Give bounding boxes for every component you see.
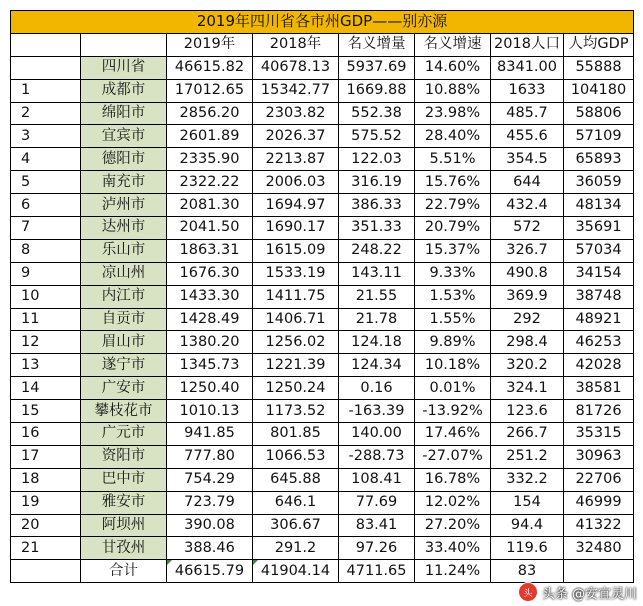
growth-cell: 16.78% [415, 468, 491, 491]
growth-cell: 1.55% [415, 308, 491, 331]
population-cell: 572 [491, 217, 564, 240]
per-capita-cell: 48921 [564, 308, 634, 331]
gdp2019-cell: 1380.20 [167, 331, 253, 354]
population-cell: 292 [491, 308, 564, 331]
city-name-cell: 广元市 [81, 423, 167, 446]
rank-cell: 19 [11, 491, 81, 514]
gdp2019-cell: 17012.65 [167, 79, 253, 102]
gdp2018-cell: 40678.13 [253, 56, 339, 79]
city-name-cell: 阿坝州 [81, 514, 167, 537]
gdp2018-cell: 1221.39 [253, 354, 339, 377]
per-capita-cell: 81726 [564, 400, 634, 423]
header-cell-per-capita: 人均GDP [564, 33, 634, 56]
rank-cell [11, 56, 81, 79]
header-cell-population: 2018人口 [491, 33, 564, 56]
gdp2018-cell: 1411.75 [253, 285, 339, 308]
gdp2018-cell: 1256.02 [253, 331, 339, 354]
increase-cell: 122.03 [339, 148, 415, 171]
per-capita-cell: 38748 [564, 285, 634, 308]
total-label-cell: 合计 [81, 560, 167, 583]
province-name-cell: 四川省 [81, 56, 167, 79]
population-cell: 332.2 [491, 468, 564, 491]
rank-cell: 8 [11, 239, 81, 262]
watermark-text: 头条 @安宜灵川 [541, 586, 637, 602]
increase-cell: 316.19 [339, 171, 415, 194]
growth-cell: 12.02% [415, 491, 491, 514]
gdp2019-cell: 2041.50 [167, 217, 253, 240]
gdp2018-cell: 1694.97 [253, 194, 339, 217]
city-row [11, 125, 634, 148]
gdp2019-cell: 2601.89 [167, 125, 253, 148]
city-row [11, 285, 634, 308]
gdp2018-cell: 2213.87 [253, 148, 339, 171]
increase-cell: 386.33 [339, 194, 415, 217]
per-capita-cell: 57034 [564, 239, 634, 262]
increase-cell: 21.78 [339, 308, 415, 331]
city-row [11, 217, 634, 240]
city-name-cell: 绵阳市 [81, 102, 167, 125]
city-row [11, 171, 634, 194]
header-cell-increase: 名义增量 [339, 33, 415, 56]
gdp2018-cell: 2303.82 [253, 102, 339, 125]
gdp2019-cell: 1345.73 [167, 354, 253, 377]
growth-cell: 14.60% [415, 56, 491, 79]
city-name-cell: 甘孜州 [81, 537, 167, 560]
growth-cell: 10.88% [415, 79, 491, 102]
rank-cell: 10 [11, 285, 81, 308]
rank-cell: 4 [11, 148, 81, 171]
population-cell: 123.6 [491, 400, 564, 423]
growth-cell: 28.40% [415, 125, 491, 148]
rank-cell: 18 [11, 468, 81, 491]
growth-cell: 9.89% [415, 331, 491, 354]
population-cell: 354.5 [491, 148, 564, 171]
header-row [11, 33, 634, 56]
gdp2018-cell: 291.2 [253, 537, 339, 560]
increase-cell: 140.00 [339, 423, 415, 446]
city-row [11, 537, 634, 560]
header-cell-rank [11, 33, 81, 56]
rank-cell: 12 [11, 331, 81, 354]
city-name-cell: 内江市 [81, 285, 167, 308]
city-row [11, 423, 634, 446]
per-capita-cell: 38581 [564, 377, 634, 400]
increase-cell: 351.33 [339, 217, 415, 240]
city-row [11, 102, 634, 125]
total-gdp2019-cell: 46615.79 [167, 560, 253, 583]
growth-cell: -13.92% [415, 400, 491, 423]
growth-cell: 0.01% [415, 377, 491, 400]
header-cell-2019: 2019年 [167, 33, 253, 56]
city-name-cell: 乐山市 [81, 239, 167, 262]
city-name-cell: 眉山市 [81, 331, 167, 354]
growth-cell: 23.98% [415, 102, 491, 125]
province-row [11, 56, 634, 79]
city-row [11, 194, 634, 217]
population-cell: 94.4 [491, 514, 564, 537]
growth-cell: 15.37% [415, 239, 491, 262]
per-capita-cell: 35315 [564, 423, 634, 446]
city-row [11, 148, 634, 171]
title-row [11, 11, 634, 34]
per-capita-cell: 46999 [564, 491, 634, 514]
header-cell-growth: 名义增速 [415, 33, 491, 56]
total-row [11, 560, 634, 583]
growth-cell: 5.51% [415, 148, 491, 171]
gdp2019-cell: 1428.49 [167, 308, 253, 331]
city-name-cell: 雅安市 [81, 491, 167, 514]
per-capita-cell: 34154 [564, 262, 634, 285]
population-cell: 326.7 [491, 239, 564, 262]
increase-cell: 77.69 [339, 491, 415, 514]
per-capita-cell: 35691 [564, 217, 634, 240]
gdp2019-cell: 2322.22 [167, 171, 253, 194]
population-cell: 1633 [491, 79, 564, 102]
city-name-cell: 资阳市 [81, 445, 167, 468]
total-per-capita-cell [564, 560, 634, 583]
gdp2018-cell: 1615.09 [253, 239, 339, 262]
per-capita-cell: 48134 [564, 194, 634, 217]
per-capita-cell: 58806 [564, 102, 634, 125]
gdp2019-cell: 1250.40 [167, 377, 253, 400]
population-cell: 490.8 [491, 262, 564, 285]
city-name-cell: 自贡市 [81, 308, 167, 331]
rank-cell: 11 [11, 308, 81, 331]
per-capita-cell: 32480 [564, 537, 634, 560]
table-body [11, 11, 634, 583]
growth-cell: 22.79% [415, 194, 491, 217]
gdp2018-cell: 2026.37 [253, 125, 339, 148]
rank-cell: 20 [11, 514, 81, 537]
increase-cell: 83.41 [339, 514, 415, 537]
city-row [11, 445, 634, 468]
city-name-cell: 遂宁市 [81, 354, 167, 377]
city-name-cell: 德阳市 [81, 148, 167, 171]
growth-cell: 17.46% [415, 423, 491, 446]
rank-cell [11, 560, 81, 583]
rank-cell: 16 [11, 423, 81, 446]
gdp2018-cell: 2006.03 [253, 171, 339, 194]
per-capita-cell: 36059 [564, 171, 634, 194]
population-cell: 251.2 [491, 445, 564, 468]
city-row [11, 331, 634, 354]
city-name-cell: 巴中市 [81, 468, 167, 491]
rank-cell: 1 [11, 79, 81, 102]
increase-cell: 124.18 [339, 331, 415, 354]
city-name-cell: 广安市 [81, 377, 167, 400]
city-row [11, 514, 634, 537]
toutiao-logo-icon: 头 [518, 582, 538, 602]
population-cell: 298.4 [491, 331, 564, 354]
growth-cell: 1.53% [415, 285, 491, 308]
spreadsheet [10, 10, 633, 583]
increase-cell: 108.41 [339, 468, 415, 491]
rank-cell: 9 [11, 262, 81, 285]
gdp2019-cell: 777.80 [167, 445, 253, 468]
per-capita-cell: 55888 [564, 56, 634, 79]
gdp2018-cell: 1533.19 [253, 262, 339, 285]
increase-cell: 21.55 [339, 285, 415, 308]
rank-cell: 7 [11, 217, 81, 240]
city-row [11, 400, 634, 423]
gdp2018-cell: 1406.71 [253, 308, 339, 331]
city-name-cell: 达州市 [81, 217, 167, 240]
per-capita-cell: 30963 [564, 445, 634, 468]
city-row [11, 491, 634, 514]
total-growth-cell: 11.24% [415, 560, 491, 583]
increase-cell: -288.73 [339, 445, 415, 468]
city-name-cell: 宜宾市 [81, 125, 167, 148]
city-name-cell: 攀枝花市 [81, 400, 167, 423]
increase-cell: -163.39 [339, 400, 415, 423]
gdp2019-cell: 1433.30 [167, 285, 253, 308]
growth-cell: 33.40% [415, 537, 491, 560]
population-cell: 320.2 [491, 354, 564, 377]
gdp2018-cell: 15342.77 [253, 79, 339, 102]
population-cell: 266.7 [491, 423, 564, 446]
population-cell: 8341.00 [491, 56, 564, 79]
gdp2019-cell: 46615.82 [167, 56, 253, 79]
per-capita-cell: 65893 [564, 148, 634, 171]
increase-cell: 97.26 [339, 537, 415, 560]
gdp2019-cell: 723.79 [167, 491, 253, 514]
city-row [11, 239, 634, 262]
rank-cell: 15 [11, 400, 81, 423]
rank-cell: 13 [11, 354, 81, 377]
growth-cell: 9.33% [415, 262, 491, 285]
table-title: 2019年四川省各市州GDP——别亦源 [11, 11, 634, 34]
gdp2019-cell: 754.29 [167, 468, 253, 491]
rank-cell: 21 [11, 537, 81, 560]
population-cell: 324.1 [491, 377, 564, 400]
increase-cell: 5937.69 [339, 56, 415, 79]
growth-cell: -27.07% [415, 445, 491, 468]
header-cell-name [81, 33, 167, 56]
per-capita-cell: 42028 [564, 354, 634, 377]
gdp2019-cell: 1010.13 [167, 400, 253, 423]
gdp2019-cell: 2081.30 [167, 194, 253, 217]
increase-cell: 552.38 [339, 102, 415, 125]
increase-cell: 575.52 [339, 125, 415, 148]
population-cell: 369.9 [491, 285, 564, 308]
total-population-cell: 83 [491, 560, 564, 583]
increase-cell: 1669.88 [339, 79, 415, 102]
rank-cell: 2 [11, 102, 81, 125]
per-capita-cell: 41322 [564, 514, 634, 537]
population-cell: 644 [491, 171, 564, 194]
gdp-table [10, 10, 634, 583]
population-cell: 485.7 [491, 102, 564, 125]
growth-cell: 20.79% [415, 217, 491, 240]
population-cell: 154 [491, 491, 564, 514]
header-cell-2018: 2018年 [253, 33, 339, 56]
gdp2018-cell: 645.88 [253, 468, 339, 491]
per-capita-cell: 57109 [564, 125, 634, 148]
gdp2018-cell: 801.85 [253, 423, 339, 446]
gdp2019-cell: 388.46 [167, 537, 253, 560]
gdp2018-cell: 1690.17 [253, 217, 339, 240]
gdp2018-cell: 1066.53 [253, 445, 339, 468]
city-name-cell: 泸州市 [81, 194, 167, 217]
growth-cell: 10.18% [415, 354, 491, 377]
city-name-cell: 南充市 [81, 171, 167, 194]
increase-cell: 124.34 [339, 354, 415, 377]
total-increase-cell: 4711.65 [339, 560, 415, 583]
per-capita-cell: 46253 [564, 331, 634, 354]
city-row [11, 308, 634, 331]
per-capita-cell: 22706 [564, 468, 634, 491]
gdp2018-cell: 1173.52 [253, 400, 339, 423]
watermark [518, 582, 637, 602]
increase-cell: 0.16 [339, 377, 415, 400]
rank-cell: 14 [11, 377, 81, 400]
city-row [11, 377, 634, 400]
gdp2018-cell: 1250.24 [253, 377, 339, 400]
growth-cell: 27.20% [415, 514, 491, 537]
population-cell: 119.6 [491, 537, 564, 560]
population-cell: 455.6 [491, 125, 564, 148]
gdp2019-cell: 941.85 [167, 423, 253, 446]
gdp2018-cell: 646.1 [253, 491, 339, 514]
growth-cell: 15.76% [415, 171, 491, 194]
total-gdp2018-cell: 41904.14 [253, 560, 339, 583]
gdp2018-cell: 306.67 [253, 514, 339, 537]
rank-cell: 5 [11, 171, 81, 194]
increase-cell: 248.22 [339, 239, 415, 262]
increase-cell: 143.11 [339, 262, 415, 285]
gdp2019-cell: 1676.30 [167, 262, 253, 285]
gdp2019-cell: 390.08 [167, 514, 253, 537]
population-cell: 432.4 [491, 194, 564, 217]
city-row [11, 262, 634, 285]
gdp2019-cell: 2335.90 [167, 148, 253, 171]
city-name-cell: 成都市 [81, 79, 167, 102]
city-row [11, 468, 634, 491]
city-name-cell: 凉山州 [81, 262, 167, 285]
per-capita-cell: 104180 [564, 79, 634, 102]
city-row [11, 354, 634, 377]
rank-cell: 3 [11, 125, 81, 148]
rank-cell: 17 [11, 445, 81, 468]
rank-cell: 6 [11, 194, 81, 217]
gdp2019-cell: 2856.20 [167, 102, 253, 125]
city-row [11, 79, 634, 102]
gdp2019-cell: 1863.31 [167, 239, 253, 262]
